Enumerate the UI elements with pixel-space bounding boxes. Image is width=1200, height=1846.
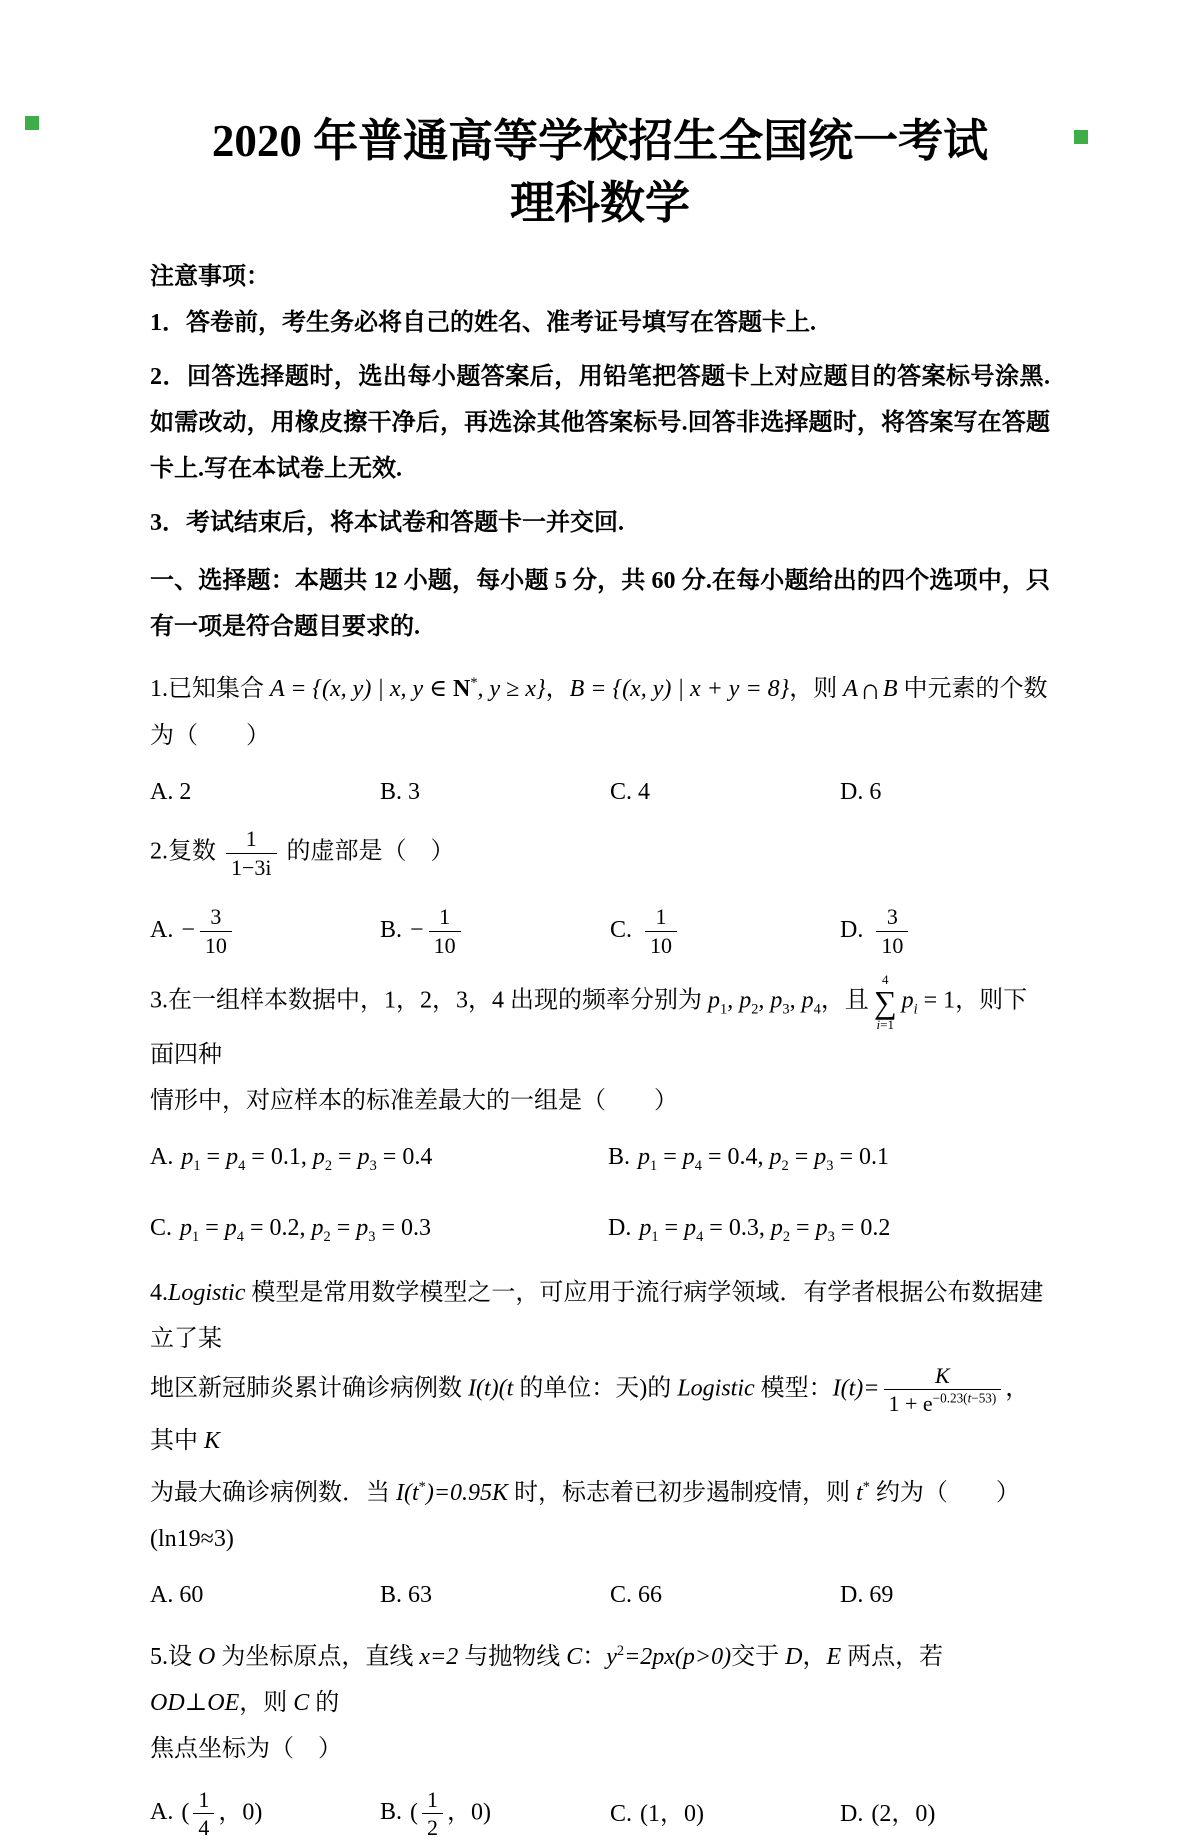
- value: 0.1: [859, 1144, 890, 1171]
- comma: ,: [758, 987, 771, 1014]
- numerator: 1: [429, 903, 461, 932]
- p: p: [224, 1215, 237, 1242]
- denominator: [884, 1390, 1002, 1418]
- question-5: [150, 1628, 1050, 1846]
- sub: 1: [650, 1158, 658, 1175]
- q5-text: 两点，若: [841, 1643, 944, 1670]
- value: 0.2: [860, 1215, 891, 1242]
- p: p: [181, 1144, 194, 1171]
- eq: =: [375, 1215, 402, 1242]
- eq: =: [790, 1215, 816, 1242]
- q3-option-b: [608, 1134, 889, 1189]
- p: p: [638, 1144, 651, 1171]
- q1-separator: ，: [545, 676, 570, 702]
- p: p: [770, 1215, 783, 1242]
- question-1-stem: [150, 660, 1050, 759]
- q1-set-b: B = {(x, y) | x + y = 8}: [569, 676, 790, 702]
- q5-text: ，: [802, 1643, 827, 1670]
- comma: ,: [727, 987, 740, 1014]
- q4-text: 模型：: [754, 1375, 833, 1402]
- q3-pi-sub: i: [913, 1001, 918, 1018]
- question-2-stem: [150, 825, 1050, 889]
- summation-upper-limit: 4: [881, 972, 889, 987]
- page-content: [0, 110, 1200, 1846]
- q3-p1-base: p: [708, 987, 720, 1014]
- notice-heading: 注意事项：: [150, 264, 270, 290]
- q2-option-b: [380, 903, 610, 959]
- index-eq: =1: [880, 1017, 894, 1032]
- q1-text-tail: 中元素的个数为（ ）: [150, 676, 1048, 749]
- p: p: [311, 1215, 324, 1242]
- question-3-options-row2: [150, 1205, 1050, 1260]
- sub: 3: [826, 1158, 834, 1175]
- q3-pi-eq: = 1: [917, 987, 956, 1014]
- q3-p3-sub: 3: [782, 1001, 790, 1018]
- question-5-stem-line2: 焦点坐标为（ ）: [150, 1735, 342, 1762]
- eq: =: [243, 1215, 270, 1242]
- q4-it-star: I(t: [396, 1479, 419, 1506]
- exp-var-t: t: [967, 1391, 972, 1407]
- q2-option-d-fraction: [876, 903, 908, 959]
- q3-p4-base: p: [801, 987, 814, 1014]
- intersection-symbol: ∩: [859, 674, 881, 706]
- notice-item-2: 2．回答选择题时，选出每小题答案后，用铅笔把答题卡上对应题目的答案标号涂黑.如需改动，用橡皮擦干净后，再选涂其他答案标号.回答非选择题时，将答案写在答题卡上.写在本试卷上无效.: [150, 364, 1050, 482]
- eq: =: [245, 1144, 271, 1171]
- q3-text-mid: ，且: [820, 987, 869, 1014]
- denominator: 10: [433, 932, 456, 958]
- q3-option-d: [608, 1205, 890, 1260]
- p: p: [639, 1215, 652, 1242]
- q4-var-k: K: [492, 1479, 509, 1506]
- q5-var-c: C: [566, 1643, 583, 1670]
- q5-option-a: [150, 1786, 380, 1842]
- p: p: [682, 1144, 695, 1171]
- q5-parabola-eq: =2px(p>0): [624, 1643, 732, 1670]
- q2-option-d: [840, 903, 912, 959]
- p: p: [814, 1144, 827, 1171]
- value: 0.3: [401, 1215, 432, 1242]
- q1-var-a: A: [843, 676, 858, 702]
- question-1-options: [150, 769, 1050, 815]
- q5-var-y: y: [606, 1643, 617, 1670]
- p: p: [684, 1215, 697, 1242]
- q1-option-b: B. 3: [380, 779, 421, 805]
- value: 0.4: [402, 1144, 433, 1171]
- sub: 2: [324, 1158, 333, 1175]
- p: p: [312, 1144, 325, 1171]
- q4-formula-fraction: [884, 1362, 1002, 1418]
- q5-text: 5.设: [150, 1643, 198, 1670]
- sub: 1: [192, 1228, 200, 1245]
- denominator: 2: [427, 1815, 439, 1841]
- q5-var-c: C: [293, 1689, 310, 1716]
- exam-title-line1: 2020 年普通高等学校招生全国统一考试: [211, 116, 989, 166]
- q4-number: 4.: [150, 1279, 168, 1306]
- q4-logistic-word: Logistic: [677, 1375, 755, 1402]
- q2-option-b-sign: −: [410, 916, 424, 943]
- question-3-stem-line2: 情形中，对应样本的标准差最大的一组是（ ）: [150, 1088, 678, 1115]
- green-marker-icon: [1074, 130, 1088, 144]
- eq: =: [833, 1144, 860, 1171]
- eq: =: [658, 1215, 685, 1242]
- q5-var-o: O: [198, 1643, 216, 1670]
- question-2: [150, 825, 1050, 963]
- q4-var-k: K: [204, 1427, 221, 1454]
- q5-perpendicular: OD⊥OE: [150, 1689, 240, 1716]
- q2-option-d-label: D.: [840, 916, 864, 943]
- q2-option-a-label: A.: [150, 916, 174, 943]
- q4-text: 时，标志着已初步遏制疫情，则: [508, 1479, 857, 1506]
- sub: 3: [368, 1228, 376, 1245]
- eq: =: [703, 1215, 729, 1242]
- label: C.: [150, 1215, 173, 1242]
- q5-text: 与抛物线: [458, 1643, 567, 1670]
- comma: ,: [789, 987, 802, 1014]
- question-5-stem-line1: [150, 1628, 1050, 1726]
- q2-option-a-sign: −: [181, 916, 195, 943]
- sub: 3: [827, 1228, 835, 1245]
- q5-option-d: [840, 1791, 935, 1837]
- den-base: 1 + e: [888, 1391, 933, 1417]
- q2-option-c-label: C.: [610, 916, 633, 943]
- index-var: i: [876, 1017, 881, 1032]
- paren-close: ，0): [447, 1799, 492, 1826]
- q5-text: 为坐标原点，直线: [215, 1643, 420, 1670]
- eq: =: [834, 1215, 861, 1242]
- q1-option-a: A. 2: [150, 779, 192, 805]
- q4-eq: )=0.95: [425, 1479, 493, 1506]
- star-superscript: *: [418, 1478, 426, 1495]
- q1-set-a-rest: , y ≥ x}: [477, 676, 546, 702]
- q2-option-a-fraction: [200, 903, 232, 959]
- p: p: [356, 1215, 369, 1242]
- green-marker-icon: [25, 116, 39, 130]
- numerator: 3: [876, 903, 908, 932]
- q2-text-pre: 2.复数: [150, 838, 222, 865]
- eq: =: [788, 1144, 815, 1171]
- label: B.: [608, 1144, 631, 1171]
- denominator: 4: [198, 1815, 210, 1841]
- eq: =: [657, 1144, 683, 1171]
- label: A.: [150, 1799, 174, 1826]
- q1-text-pre: 1.已知集合: [150, 676, 270, 702]
- p: p: [769, 1144, 782, 1171]
- q2-option-a: [150, 903, 380, 959]
- q3-option-a: [150, 1134, 608, 1189]
- sub: 2: [782, 1228, 791, 1245]
- q3-text-pre: 3.在一组样本数据中，1，2，3，4 出现的频率分别为: [150, 987, 708, 1014]
- q5-text: 的: [309, 1689, 340, 1716]
- q1-star-superscript: *: [470, 675, 478, 691]
- q2-option-b-label: B.: [380, 916, 403, 943]
- paren-close: ，0): [218, 1799, 263, 1826]
- q3-p1-sub: 1: [720, 1001, 728, 1018]
- q5-line-eq: x=2: [419, 1643, 459, 1670]
- q5-option-b-fraction: [422, 1786, 443, 1842]
- q4-text: 为最大确诊病例数．当: [150, 1479, 396, 1506]
- p: p: [180, 1215, 193, 1242]
- question-1: [150, 660, 1050, 815]
- summation-symbol: [874, 973, 897, 1031]
- denominator: 10: [650, 932, 673, 958]
- q2-fraction: [226, 825, 277, 881]
- q4-text: 的单位：天)的: [513, 1375, 678, 1402]
- q5-option-b: [380, 1786, 610, 1842]
- denominator: 10: [881, 932, 904, 958]
- q5-option-c: [610, 1791, 840, 1837]
- value: 0.1,: [270, 1144, 307, 1171]
- question-4-options: [150, 1572, 1050, 1618]
- den-exponent: [933, 1391, 997, 1406]
- notice-item-3: 3．考试结束后，将本试卷和答题卡一并交回.: [150, 510, 624, 536]
- sub: 4: [236, 1228, 244, 1245]
- sub: 2: [323, 1228, 331, 1245]
- q4-option-b: B. 63: [380, 1581, 433, 1608]
- q3-p3-base: p: [770, 987, 783, 1014]
- q5-var-e: E: [826, 1643, 842, 1670]
- eq: =: [330, 1215, 357, 1242]
- q5-var-d: D: [785, 1643, 803, 1670]
- q5-text: 交于: [731, 1643, 786, 1670]
- label: B.: [380, 1799, 403, 1826]
- q5-text: ，则: [239, 1689, 294, 1716]
- q3-p2-base: p: [739, 987, 752, 1014]
- sub: 1: [651, 1228, 659, 1245]
- value: (2，0): [871, 1800, 936, 1827]
- q4-text: 约为（ ）(ln19≈3): [150, 1479, 1020, 1552]
- eq: =: [200, 1144, 227, 1171]
- sub: 3: [369, 1158, 377, 1175]
- label: D.: [608, 1215, 632, 1242]
- question-4-stem-line2: [150, 1362, 1050, 1464]
- star-superscript: *: [862, 1478, 870, 1495]
- q2-fraction-numerator: 1: [226, 825, 277, 854]
- p: p: [357, 1144, 370, 1171]
- q1-option-c: C. 4: [610, 779, 651, 805]
- notice-item-1: 1．答卷前，考生务必将自己的姓名、准考证号填写在答题卡上.: [150, 310, 816, 336]
- q2-option-b-fraction: [429, 903, 461, 959]
- value: 0.2,: [269, 1215, 306, 1242]
- numerator: 1: [645, 903, 677, 932]
- q4-text: ，其中: [150, 1375, 1030, 1454]
- summation-lower-limit: [876, 1018, 893, 1031]
- question-4-stem-line1: [150, 1270, 1050, 1362]
- question-5-options: [150, 1782, 1050, 1846]
- q4-option-a: A. 60: [150, 1581, 204, 1608]
- sub: 1: [193, 1158, 201, 1175]
- q3-p2-sub: 2: [751, 1001, 759, 1018]
- numerator: 1: [422, 1786, 443, 1815]
- q4-text: 模型是常用数学模型之一，可应用于流行病学领域．有学者根据公布数据建立了某: [150, 1279, 1044, 1352]
- numerator: 3: [200, 903, 232, 932]
- eq: =: [332, 1144, 358, 1171]
- p: p: [815, 1215, 828, 1242]
- q4-it-func: I(t)(t: [468, 1375, 514, 1402]
- q2-option-c: [610, 903, 840, 959]
- exp-part: −53): [971, 1391, 997, 1407]
- q1-natural-numbers-symbol: N: [452, 676, 471, 702]
- q4-formula-lhs: I(t)=: [832, 1375, 880, 1402]
- numerator: 1: [193, 1786, 214, 1815]
- q4-var-t: t: [856, 1479, 863, 1506]
- q5-option-a-fraction: [193, 1786, 214, 1842]
- label: C.: [610, 1800, 633, 1827]
- sub: 4: [696, 1228, 704, 1245]
- exp-part: −0.23(: [932, 1391, 968, 1407]
- section-1-heading: 一、选择题：本题共 12 小题，每小题 5 分，共 60 分.在每小题给出的四个选项中，只有一项是符合题目要求的.: [150, 568, 1050, 640]
- eq: =: [701, 1144, 728, 1171]
- eq: =: [199, 1215, 225, 1242]
- question-2-options: [150, 899, 1050, 963]
- paren-open: (: [181, 1799, 190, 1826]
- q3-p4-sub: 4: [813, 1001, 821, 1018]
- value: 0.3,: [728, 1215, 765, 1242]
- label: A.: [150, 1144, 174, 1171]
- q1-set-a: A = {(x, y) | x, y ∈: [270, 676, 453, 702]
- sub: 4: [694, 1158, 702, 1175]
- q2-option-c-fraction: [645, 903, 677, 959]
- numerator: K: [884, 1362, 1002, 1391]
- paren-open: (: [410, 1799, 419, 1826]
- q4-logistic-word: Logistic: [168, 1279, 246, 1306]
- sub: 4: [238, 1158, 246, 1175]
- question-3: [150, 973, 1050, 1260]
- question-4-stem-line3: [150, 1464, 1050, 1562]
- q4-option-c: C. 66: [610, 1581, 663, 1608]
- question-4: [150, 1270, 1050, 1618]
- sub: 2: [781, 1158, 789, 1175]
- exam-title-line2: 理科数学: [509, 178, 690, 228]
- q3-option-c: [150, 1205, 608, 1260]
- q2-fraction-denominator: 1−3i: [231, 854, 272, 880]
- q1-var-b: B: [882, 676, 898, 702]
- label: D.: [840, 1800, 864, 1827]
- q3-text-tail: ，则下面四种: [150, 987, 1028, 1069]
- denominator: 10: [204, 932, 227, 958]
- exam-paper-page: [0, 110, 1200, 1841]
- value: (1，0): [640, 1800, 704, 1827]
- eq: =: [376, 1144, 403, 1171]
- q4-text: 地区新冠肺炎累计确诊病例数: [150, 1375, 468, 1402]
- q1-option-d: D. 6: [840, 779, 882, 805]
- q4-option-d: D. 69: [840, 1581, 894, 1608]
- value: 0.4,: [727, 1144, 764, 1171]
- q3-pi-base: p: [901, 987, 914, 1014]
- p: p: [226, 1144, 239, 1171]
- sigma-glyph: ∑: [873, 984, 897, 1020]
- question-3-stem-line1: [150, 973, 1050, 1078]
- question-3-options-row1: [150, 1134, 1050, 1189]
- q5-text: ：: [582, 1643, 607, 1670]
- q1-text-mid: ，则: [789, 676, 844, 702]
- q5-y-exponent: 2: [616, 1642, 625, 1659]
- q2-text-tail: 的虚部是（ ）: [280, 838, 455, 865]
